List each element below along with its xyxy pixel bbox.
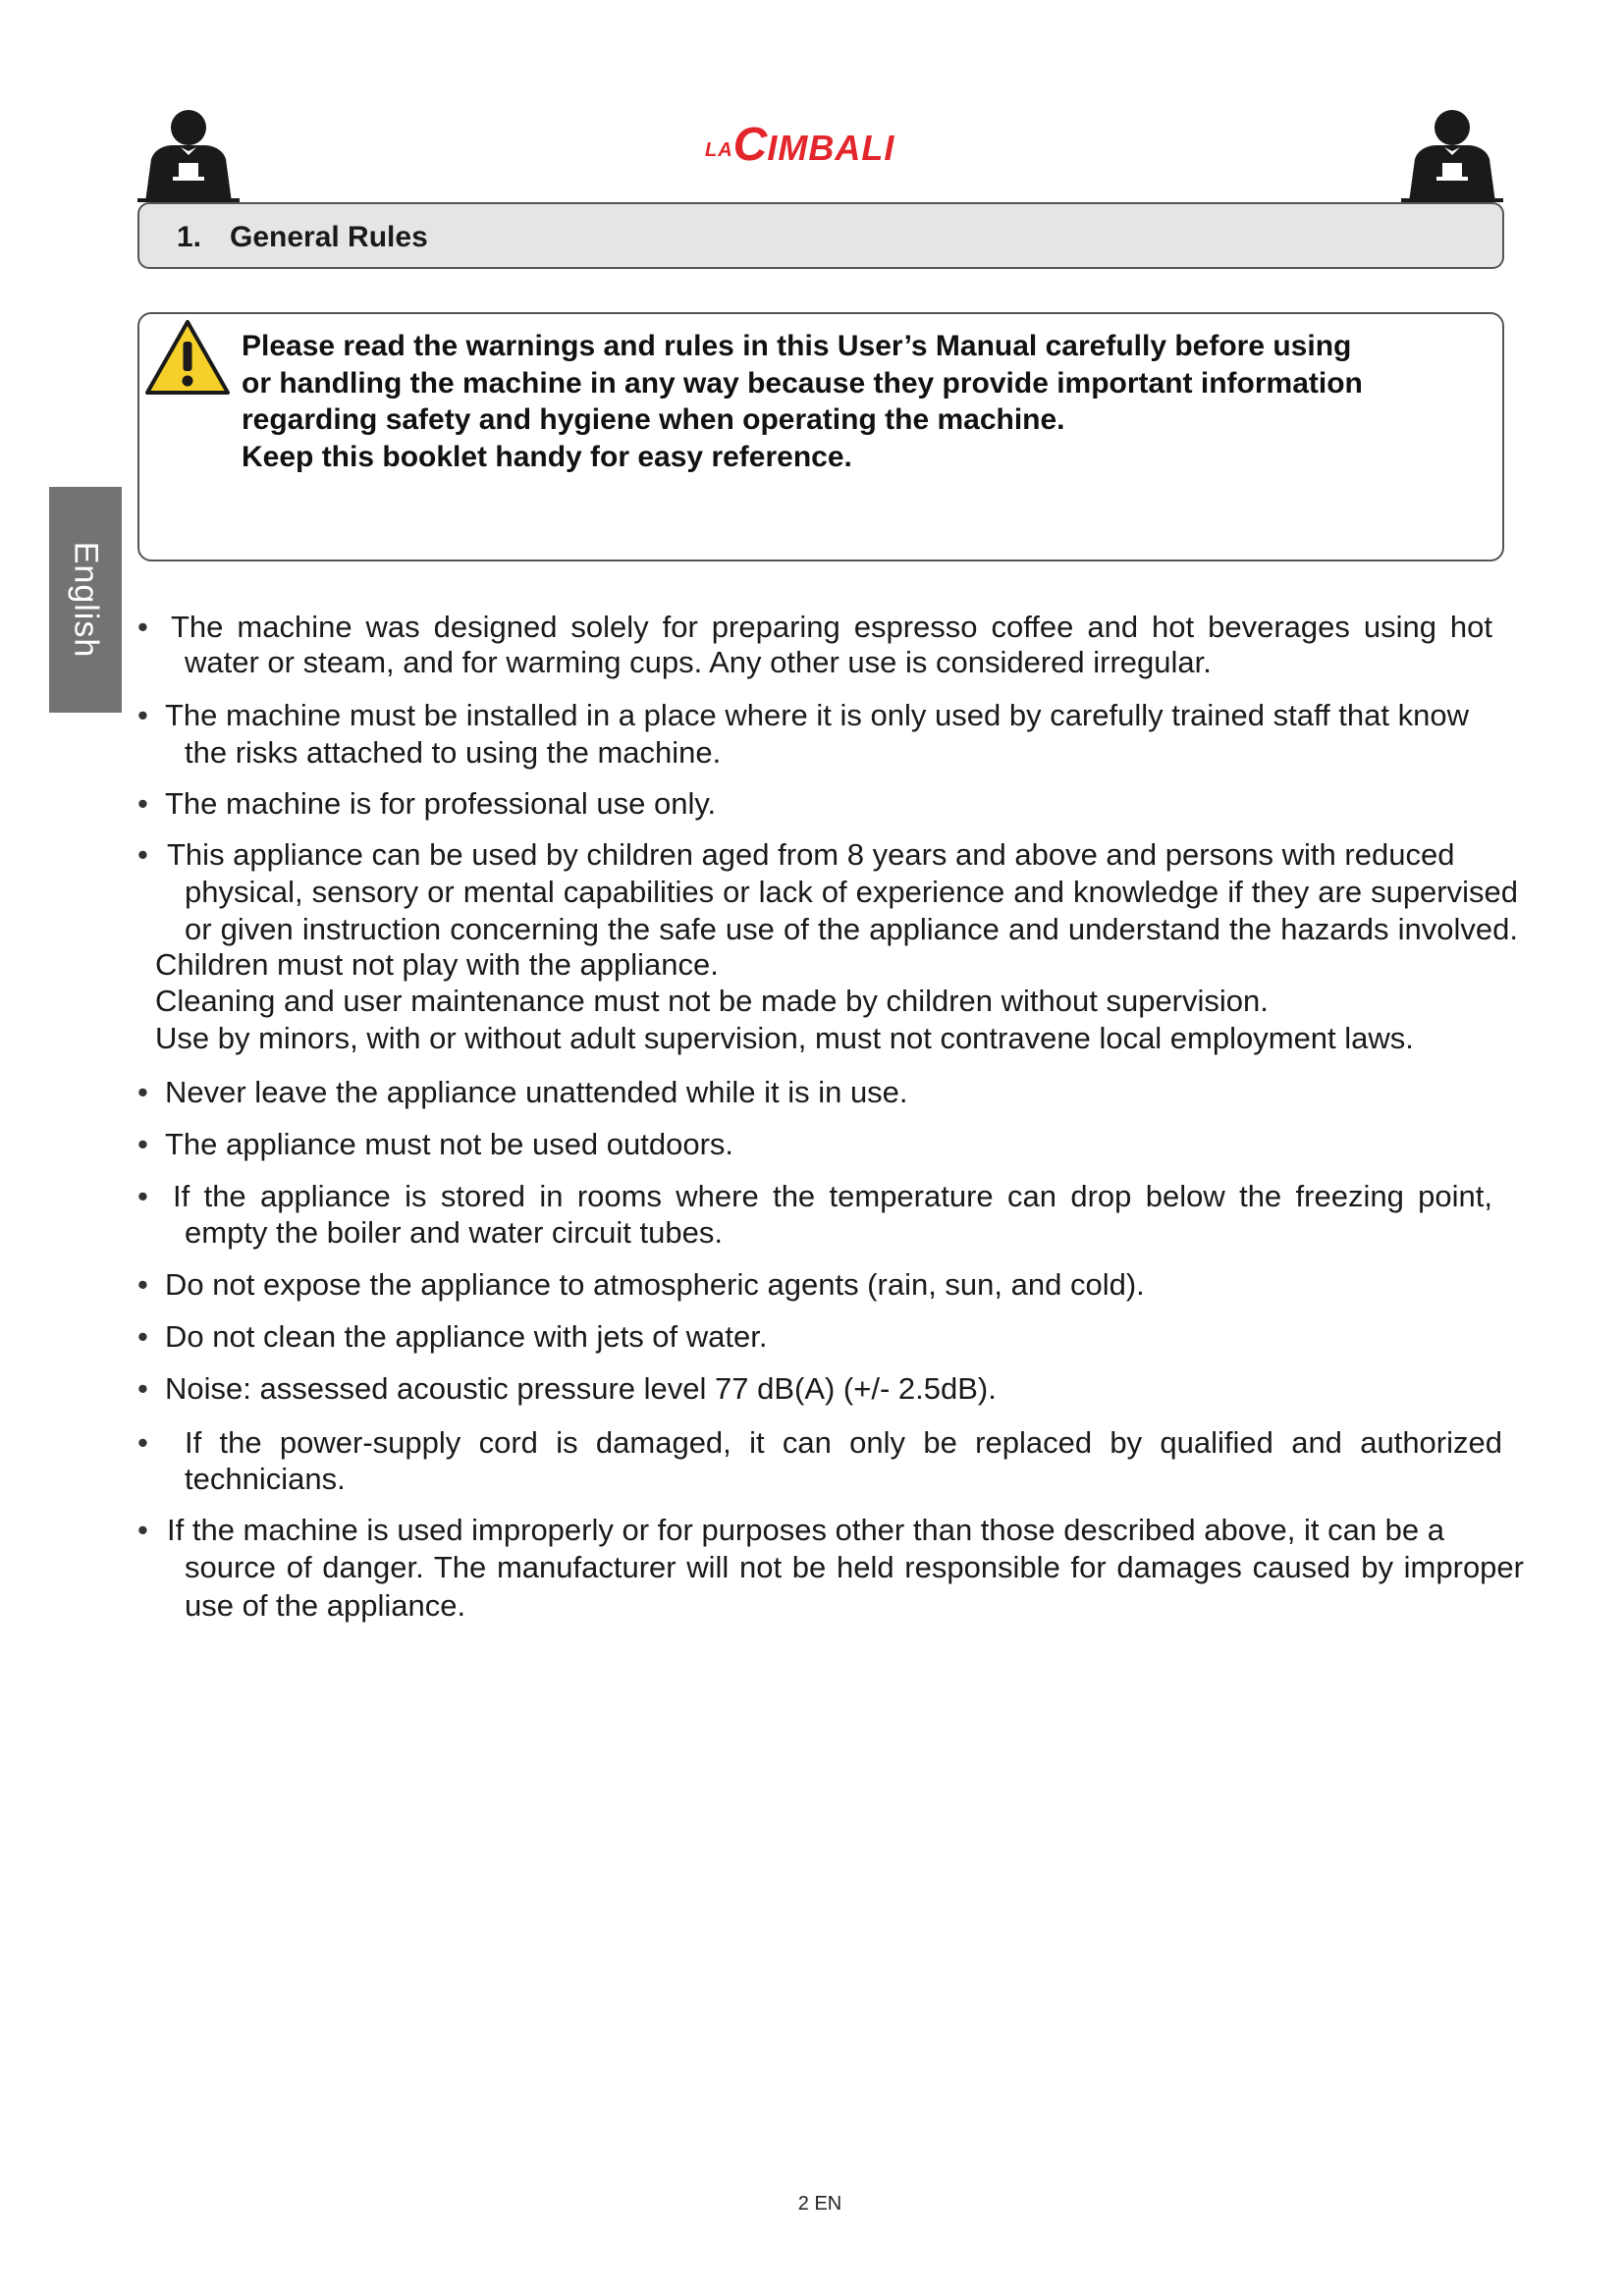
brand-logo: LACIMBALI [705,119,895,171]
language-tab-label: English [67,541,105,659]
section-number: 1. [177,221,202,253]
page-number: 2 EN [797,2193,842,2215]
warning-line: Keep this booklet handy for easy reference. [242,440,852,473]
language-tab [49,487,122,713]
section-title-bar [137,202,1504,269]
section-title: General Rules [230,221,428,253]
warning-line: regarding safety and hygiene when operating the machine. [242,403,1065,436]
page-header [0,0,1624,206]
warning-line: Please read the warnings and rules in this User’s Manual carefully before using [242,330,1352,362]
warning-text [242,328,1489,475]
waiter-icon [1401,108,1503,202]
warning-box [137,312,1504,561]
warning-triangle-icon [143,318,232,397]
warning-line: or handling the machine in any way because they provide important information [242,366,1363,400]
waiter-icon [137,108,240,202]
